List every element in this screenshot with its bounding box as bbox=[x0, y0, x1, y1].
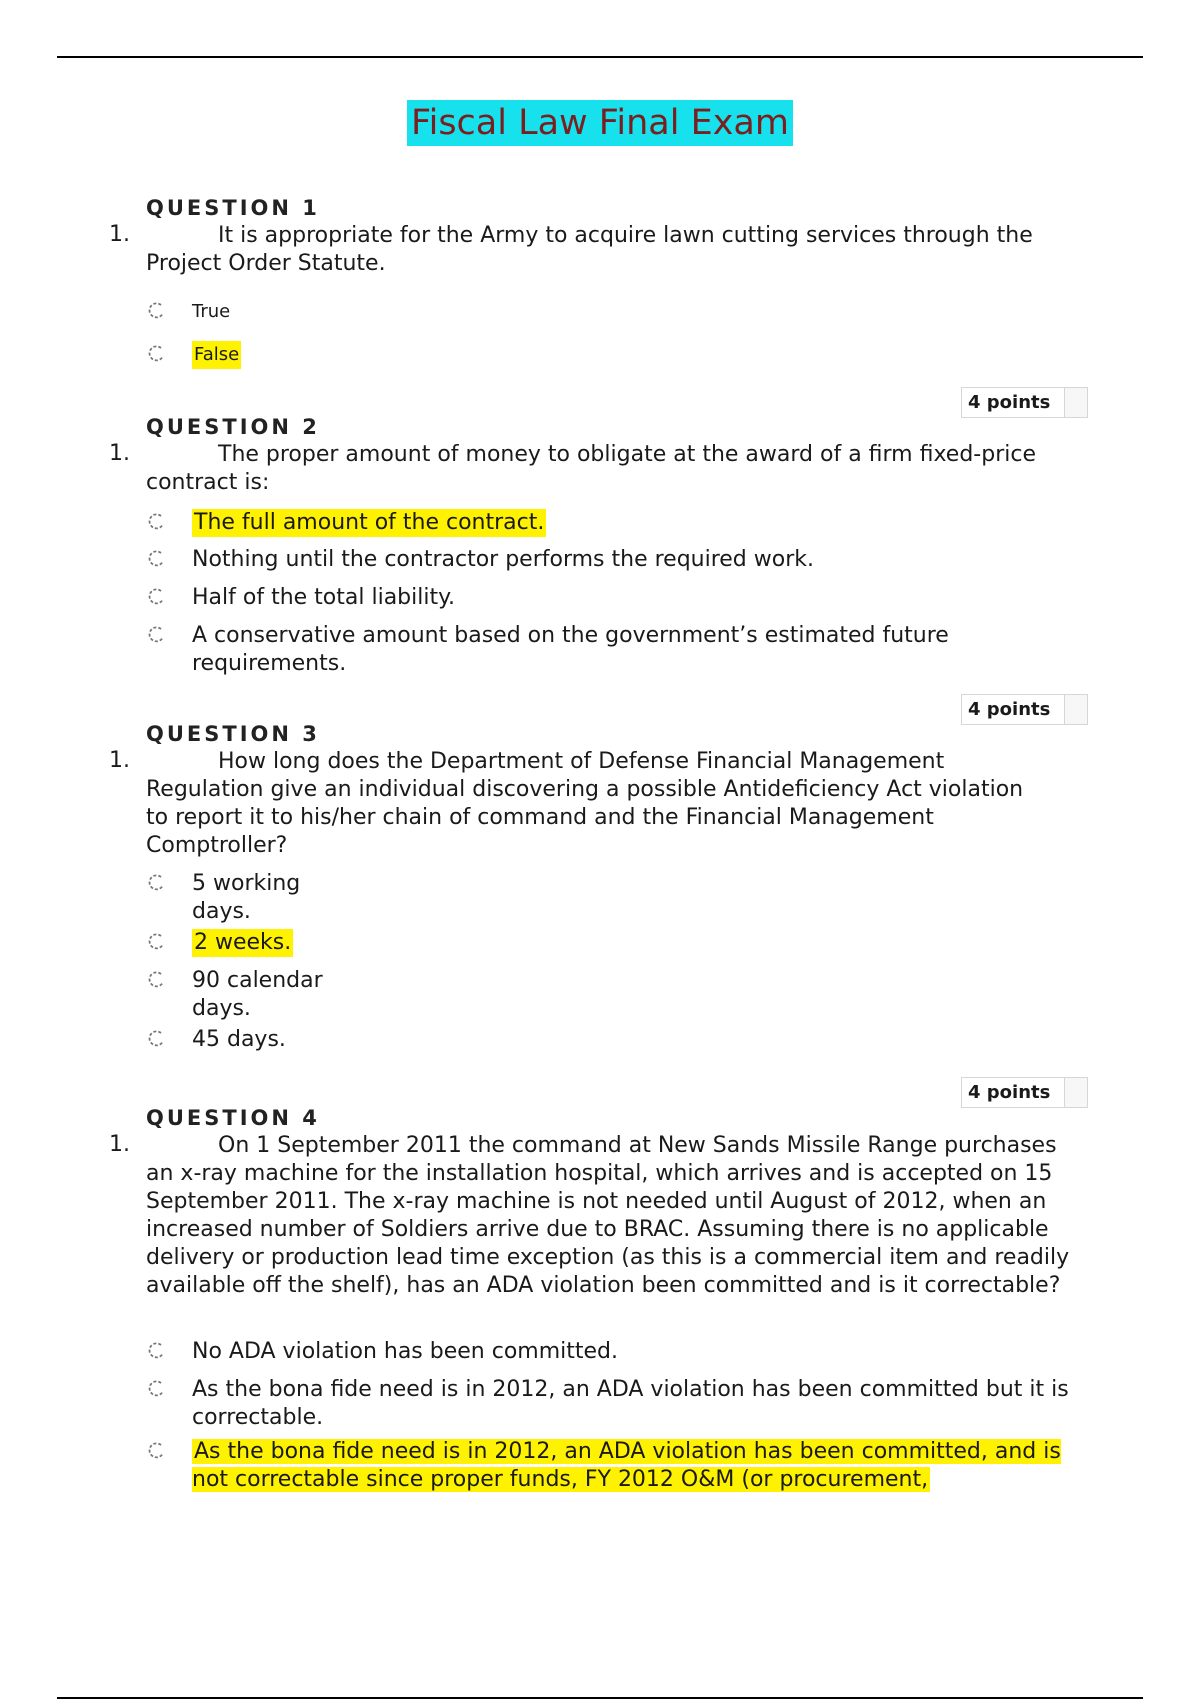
option-label: True bbox=[192, 301, 231, 322]
question-1-list-marker: 1. bbox=[109, 222, 130, 247]
radio-button-icon[interactable] bbox=[148, 345, 166, 363]
option-label-highlighted: As the bona fide need is in 2012, an ADA violation has been committed, and is not correctable since proper funds, FY 2012 O&M (or procurement, bbox=[192, 1439, 1061, 1492]
question-4-list-marker: 1. bbox=[109, 1132, 130, 1157]
radio-button-icon[interactable] bbox=[148, 626, 166, 644]
radio-button-icon[interactable] bbox=[148, 550, 166, 568]
radio-button-icon[interactable] bbox=[148, 1030, 166, 1048]
question-2-points-badge: 4 points bbox=[961, 387, 1088, 418]
option-label-highlighted: 2 weeks. bbox=[194, 930, 292, 955]
option-label-highlighted: The full amount of the contract. bbox=[194, 510, 545, 535]
document-title: Fiscal Law Final Exam bbox=[407, 100, 793, 146]
option-label: Half of the total liability. bbox=[192, 585, 455, 610]
question-3-heading: QUESTION 3 bbox=[146, 722, 320, 746]
option-label: 5 working days. bbox=[192, 871, 301, 924]
question-2-list-marker: 1. bbox=[109, 441, 130, 466]
option-label: As the bona fide need is in 2012, an ADA violation has been committed but it is correctable. bbox=[192, 1377, 1069, 1430]
bottom-rule bbox=[57, 1697, 1143, 1699]
question-1-text: It is appropriate for the Army to acquire lawn cutting services through the Project Order Statute. bbox=[146, 223, 1033, 276]
radio-button-icon[interactable] bbox=[148, 1342, 166, 1360]
option-label: 90 calendar days. bbox=[192, 968, 323, 1021]
option-label-highlighted: False bbox=[192, 341, 241, 369]
radio-button-icon[interactable] bbox=[148, 874, 166, 892]
radio-button-icon[interactable] bbox=[148, 933, 166, 951]
option-label: No ADA violation has been committed. bbox=[192, 1339, 619, 1364]
radio-button-icon[interactable] bbox=[148, 588, 166, 606]
option-label: 45 days. bbox=[192, 1027, 286, 1052]
question-3-points-badge: 4 points bbox=[961, 694, 1088, 725]
question-2-text: The proper amount of money to obligate at the award of a firm fixed-price contract is: bbox=[146, 442, 1036, 495]
option-label: Nothing until the contractor performs the required work. bbox=[192, 547, 814, 572]
document-title-wrap bbox=[0, 100, 1200, 146]
question-4-heading: QUESTION 4 bbox=[146, 1106, 320, 1130]
top-rule bbox=[57, 56, 1143, 58]
question-4-text: On 1 September 2011 the command at New Sands Missile Range purchases an x-ray machine for the installation hospital, which arrives and is accepted on 15 September 2011. The x-ray machine is not needed until August of 2012, when an increased number of Soldiers arrive due to BRAC. Assuming there is no applicable delivery or production lead time exception (as this is a commercial item and readily available off the shelf), has an ADA violation been committed and is it correctable? bbox=[146, 1133, 1070, 1298]
question-4-points-badge: 4 points bbox=[961, 1077, 1088, 1108]
question-1-heading: QUESTION 1 bbox=[146, 196, 320, 220]
question-3-text: How long does the Department of Defense Financial Management Regulation give an individual discovering a possible Antideficiency Act violation to report it to his/her chain of command and the Financial Management Comptroller? bbox=[146, 749, 1024, 858]
question-2-heading: QUESTION 2 bbox=[146, 415, 320, 439]
question-3-list-marker: 1. bbox=[109, 748, 130, 773]
radio-button-icon[interactable] bbox=[148, 513, 166, 531]
radio-button-icon[interactable] bbox=[148, 1380, 166, 1398]
radio-button-icon[interactable] bbox=[148, 302, 166, 320]
radio-button-icon[interactable] bbox=[148, 1442, 166, 1460]
option-label: A conservative amount based on the government’s estimated future requirements. bbox=[192, 623, 949, 676]
radio-button-icon[interactable] bbox=[148, 971, 166, 989]
